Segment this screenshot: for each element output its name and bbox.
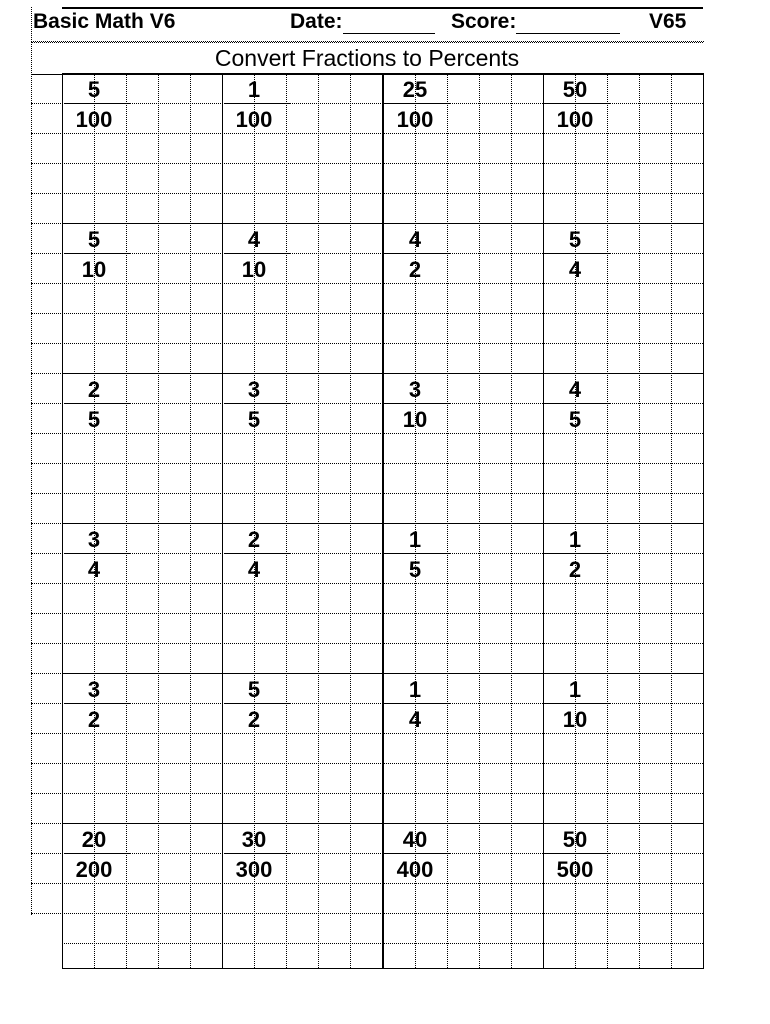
fraction-numerator: 25 — [402, 77, 428, 102]
fraction-numerator: 1 — [247, 77, 261, 102]
fraction-bar — [545, 403, 611, 404]
fraction-denominator: 5 — [568, 407, 582, 432]
fraction-denominator: 300 — [235, 857, 273, 882]
fraction-numerator: 40 — [402, 827, 428, 852]
fraction-denominator: 200 — [75, 857, 113, 882]
worksheet-title: Basic Math V6 — [33, 10, 176, 33]
fraction-denominator: 5 — [408, 557, 422, 582]
fraction-bar — [545, 553, 611, 554]
fraction-denominator: 5 — [247, 407, 261, 432]
fraction-denominator: 4 — [568, 257, 582, 282]
fraction-numerator: 50 — [562, 77, 588, 102]
fraction-numerator: 5 — [87, 77, 101, 102]
fraction-bar — [385, 853, 451, 854]
fraction-bar — [545, 103, 611, 104]
fraction-numerator: 2 — [87, 377, 101, 402]
fraction-bar — [64, 103, 130, 104]
fraction-numerator: 4 — [408, 227, 422, 252]
fraction-bar — [64, 853, 130, 854]
fraction-numerator: 1 — [408, 527, 422, 552]
fraction-denominator: 5 — [87, 407, 101, 432]
date-field[interactable] — [290, 10, 435, 34]
score-blank[interactable] — [516, 33, 620, 34]
fraction-bar — [545, 853, 611, 854]
fraction-bar — [224, 703, 290, 704]
score-label: Score: — [451, 10, 517, 33]
fraction-denominator: 2 — [87, 707, 101, 732]
fraction-bar — [224, 553, 290, 554]
fraction-numerator: 4 — [247, 227, 261, 252]
fraction-bar — [64, 253, 130, 254]
fraction-bar — [385, 553, 451, 554]
fraction-bar — [224, 853, 290, 854]
fraction-numerator: 4 — [568, 377, 582, 402]
fraction-bar — [385, 403, 451, 404]
fraction-denominator: 4 — [408, 707, 422, 732]
fraction-numerator: 5 — [568, 227, 582, 252]
fraction-denominator: 100 — [556, 107, 594, 132]
fraction-bar — [64, 703, 130, 704]
fraction-numerator: 2 — [247, 527, 261, 552]
fraction-bar — [545, 253, 611, 254]
date-blank[interactable] — [343, 33, 435, 34]
fraction-denominator: 100 — [75, 107, 113, 132]
fraction-denominator: 2 — [408, 257, 422, 282]
fraction-numerator: 5 — [247, 677, 261, 702]
fraction-denominator: 10 — [241, 257, 267, 282]
fraction-bar — [545, 703, 611, 704]
fraction-denominator: 4 — [247, 557, 261, 582]
version-label: V65 — [649, 10, 687, 33]
fraction-denominator: 10 — [81, 257, 107, 282]
fraction-numerator: 1 — [568, 677, 582, 702]
fraction-numerator: 3 — [87, 677, 101, 702]
fraction-numerator: 5 — [87, 227, 101, 252]
fraction-numerator: 20 — [81, 827, 107, 852]
fraction-denominator: 2 — [568, 557, 582, 582]
fraction-numerator: 30 — [241, 827, 267, 852]
grid-line — [31, 41, 32, 915]
score-field[interactable] — [451, 10, 620, 34]
fraction-denominator: 2 — [247, 707, 261, 732]
fraction-numerator: 3 — [247, 377, 261, 402]
fraction-bar — [385, 703, 451, 704]
fraction-denominator: 500 — [556, 857, 594, 882]
fraction-numerator: 3 — [408, 377, 422, 402]
fraction-bar — [64, 553, 130, 554]
fraction-bar — [385, 103, 451, 104]
fraction-denominator: 4 — [87, 557, 101, 582]
fraction-denominator: 100 — [235, 107, 273, 132]
fraction-bar — [224, 253, 290, 254]
fraction-denominator: 10 — [562, 707, 588, 732]
fraction-denominator: 10 — [402, 407, 428, 432]
fraction-denominator: 400 — [396, 857, 434, 882]
date-label: Date: — [290, 10, 343, 33]
fraction-numerator: 50 — [562, 827, 588, 852]
fraction-bar — [64, 403, 130, 404]
fraction-bar — [224, 403, 290, 404]
fraction-numerator: 3 — [87, 527, 101, 552]
fraction-numerator: 1 — [408, 677, 422, 702]
fraction-numerator: 1 — [568, 527, 582, 552]
fraction-bar — [385, 253, 451, 254]
fraction-denominator: 100 — [396, 107, 434, 132]
fraction-bar — [224, 103, 290, 104]
worksheet-heading: Convert Fractions to Percents — [214, 45, 520, 71]
